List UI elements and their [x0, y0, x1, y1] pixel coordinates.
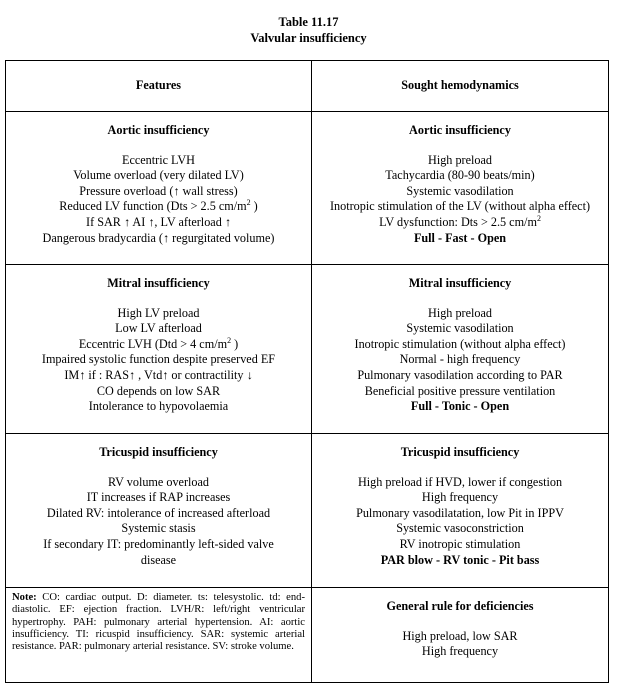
aortic-hemodynamic: Tachycardia (80-90 beats/min) [385, 168, 535, 183]
aortic-hemodynamics-title: Aortic insufficiency [409, 123, 511, 137]
mitral-hemodynamic: Systemic vasodilation [406, 321, 514, 336]
note-text: CO: cardiac output. D: diameter. ts: telesystolic. td: end-diastolic. EF: ejection fraction. LVH/R: left/right ventricular hypertrophy. PAH: pulmonary arterial hypertension. AI: aortic insufficiency. TI: ricuspid insufficiency. SAR: systemic arterial resistance. PAR: pulmonary arterial resistance. SV: stroke volume. [12, 592, 305, 653]
superscript: 2 [536, 213, 541, 223]
tricuspid-hemodynamics-cell [312, 434, 609, 588]
aortic-features-title: Aortic insufficiency [107, 123, 210, 137]
mitral-feature: Low LV afterload [115, 321, 202, 336]
aortic-feature: Dangerous bradycardia (↑ regurgitated volume) [42, 230, 275, 245]
general-rule-line: High frequency [421, 644, 499, 659]
tricuspid-features-title: Tricuspid insufficiency [99, 445, 218, 459]
tricuspid-features-cell [6, 434, 312, 588]
tricuspid-feature: Dilated RV: intolerance of increased afterload [46, 505, 271, 520]
mitral-feature: CO depends on low SAR [96, 383, 221, 398]
tricuspid-hemodynamics-title: Tricuspid insufficiency [400, 445, 520, 459]
general-rule-cell [312, 588, 609, 683]
mitral-feature: IM↑ if : RAS↑ , Vtd↑ or contractility ↓ [64, 367, 253, 382]
mitral-feature: Impaired systolic function despite preserved EF [41, 352, 276, 367]
aortic-feature: If SAR ↑ AI ↑, LV afterload ↑ [86, 214, 231, 229]
table-caption [0, 14, 617, 46]
aortic-row [6, 112, 609, 265]
aortic-features-cell [6, 112, 312, 265]
mitral-hemodynamics-cell [312, 265, 609, 434]
table-title: Valvular insufficiency [250, 31, 367, 45]
hemodynamics-header: Sought hemodynamics [312, 61, 609, 112]
mitral-feature: Intolerance to hypovolaemia [88, 399, 229, 414]
mitral-hemodynamic: Normal - high frequency [399, 352, 521, 367]
mitral-hemodynamic: Inotropic stimulation (without alpha effect) [354, 336, 566, 351]
aortic-hemodynamic-dts [314, 215, 606, 231]
tricuspid-hemodynamic: High frequency [421, 490, 499, 505]
aortic-feature-dts [8, 199, 309, 215]
aortic-hemodynamic: Inotropic stimulation of the LV (without alpha effect) [329, 199, 591, 214]
mitral-summary: Full - Tonic - Open [410, 399, 510, 414]
tricuspid-feature: disease [140, 552, 177, 567]
mitral-feature: High LV preload [117, 305, 200, 320]
superscript: 2 [227, 335, 232, 345]
aortic-hemodynamic: High preload [428, 152, 492, 167]
tricuspid-hemodynamic: Systemic vasoconstriction [396, 521, 524, 536]
header-row [6, 61, 609, 112]
closing-paren: ) [250, 199, 258, 214]
aortic-feature: Eccentric LVH [122, 152, 195, 167]
valvular-insufficiency-table [5, 60, 609, 683]
table-number: Table 11.17 [278, 15, 339, 29]
mitral-row [6, 265, 609, 434]
tricuspid-hemodynamic: High preload if HVD, lower if congestion [357, 474, 563, 489]
aortic-feature: Volume overload (very dilated LV) [73, 168, 244, 183]
mitral-hemodynamic: High preload [428, 305, 492, 320]
tricuspid-feature: RV volume overload [107, 474, 210, 489]
tricuspid-hemodynamic: Pulmonary vasodilatation, low Pit in IPPV [356, 505, 564, 520]
tricuspid-feature: IT increases if RAP increases [86, 490, 231, 505]
tricuspid-hemodynamic: RV inotropic stimulation [399, 536, 521, 551]
mitral-hemodynamics-title: Mitral insufficiency [408, 276, 512, 290]
general-rule-title: General rule for deficiencies [386, 599, 534, 613]
aortic-feature: Pressure overload (↑ wall stress) [79, 183, 238, 198]
mitral-hemodynamic: Pulmonary vasodilation according to PAR [357, 367, 563, 382]
aortic-hemodynamic: Systemic vasodilation [406, 183, 514, 198]
tricuspid-summary: PAR blow - RV tonic - Pit bass [380, 552, 540, 567]
superscript: 2 [246, 198, 251, 208]
mitral-hemodynamic: Beneficial positive pressure ventilation [364, 383, 556, 398]
mitral-features-title: Mitral insufficiency [107, 276, 210, 290]
mitral-features-cell [6, 265, 312, 434]
aortic-feature-dts-text: Reduced LV function (Dts > 2.5 cm/m [59, 199, 247, 214]
note-label: Note: [12, 592, 37, 603]
features-header: Features [6, 61, 312, 112]
general-rule-line: High preload, low SAR [402, 628, 518, 643]
abbreviations-note [6, 588, 312, 683]
tricuspid-feature: Systemic stasis [121, 521, 196, 536]
closing-paren: ) [231, 336, 239, 351]
aortic-hemodynamic-dts-text: LV dysfunction: Dts > 2.5 cm/m [379, 214, 537, 229]
mitral-feature-dtd [8, 337, 309, 353]
aortic-hemodynamics-cell [312, 112, 609, 265]
tricuspid-row [6, 434, 609, 588]
note-row [6, 588, 609, 683]
mitral-feature-dtd-text: Eccentric LVH (Dtd > 4 cm/m [78, 336, 228, 351]
tricuspid-feature: If secondary IT: predominantly left-sided valve [43, 536, 274, 551]
aortic-summary: Full - Fast - Open [413, 230, 507, 245]
